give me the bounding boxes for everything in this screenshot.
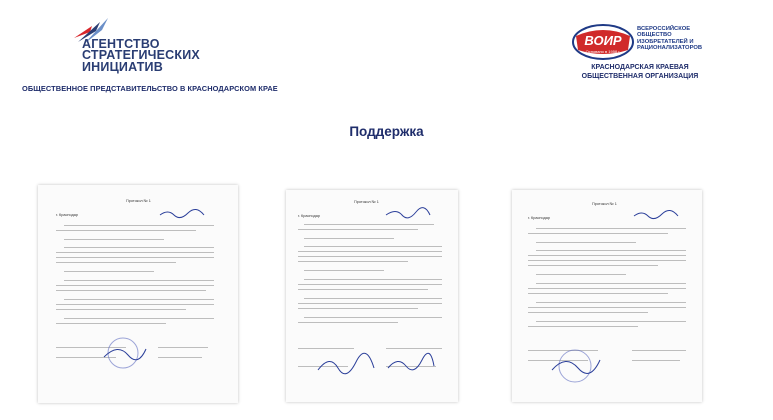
- doc-city: г. Краснодар: [528, 216, 550, 220]
- voir-badge-icon: [572, 24, 634, 60]
- signature-icon: [316, 350, 376, 380]
- date-handwriting-icon: [158, 207, 208, 219]
- protocol-document-2: [286, 190, 458, 402]
- date-handwriting-icon: [384, 206, 434, 220]
- voir-badge-text: ВОИР: [584, 33, 622, 48]
- date-handwriting-icon: [632, 208, 682, 220]
- voir-badge-subtext: Основано в 1958 г.: [585, 49, 621, 54]
- doc-heading: Протокол № 1: [592, 202, 617, 206]
- stamp-icon: [98, 335, 148, 371]
- doc-heading: Протокол № 1: [354, 200, 379, 204]
- protocol-document-3: [512, 190, 702, 402]
- voir-logo: [572, 24, 712, 60]
- protocol-document-1: [38, 185, 238, 403]
- asi-logo-line-2: СТРАТЕГИЧЕСКИХ: [82, 48, 200, 62]
- right-org-caption: КРАСНОДАРСКАЯ КРАЕВАЯ ОБЩЕСТВЕННАЯ ОРГАНИЗАЦИЯ: [581, 64, 699, 80]
- asi-logo-line-3: ИНИЦИАТИВ: [82, 60, 163, 74]
- page-title: Поддержка: [349, 124, 424, 139]
- signature-icon: [386, 350, 436, 380]
- asi-logo-line-1: АГЕНТСТВО: [82, 37, 160, 51]
- stamp-icon: [548, 346, 602, 386]
- left-org-caption: ОБЩЕСТВЕННОЕ ПРЕДСТАВИТЕЛЬСТВО В КРАСНОДАРСКОМ КРАЕ: [22, 84, 278, 93]
- doc-city: г. Краснодар: [298, 214, 320, 218]
- doc-city: г. Краснодар: [56, 213, 78, 217]
- asi-logo: [74, 18, 204, 74]
- voir-logo-text: ВСЕРОССИЙСКОЕ ОБЩЕСТВО ИЗОБРЕТАТЕЛЕЙ И РАЦИОНАЛИЗАТОРОВ: [637, 26, 703, 52]
- doc-heading: Протокол № 1: [126, 199, 151, 203]
